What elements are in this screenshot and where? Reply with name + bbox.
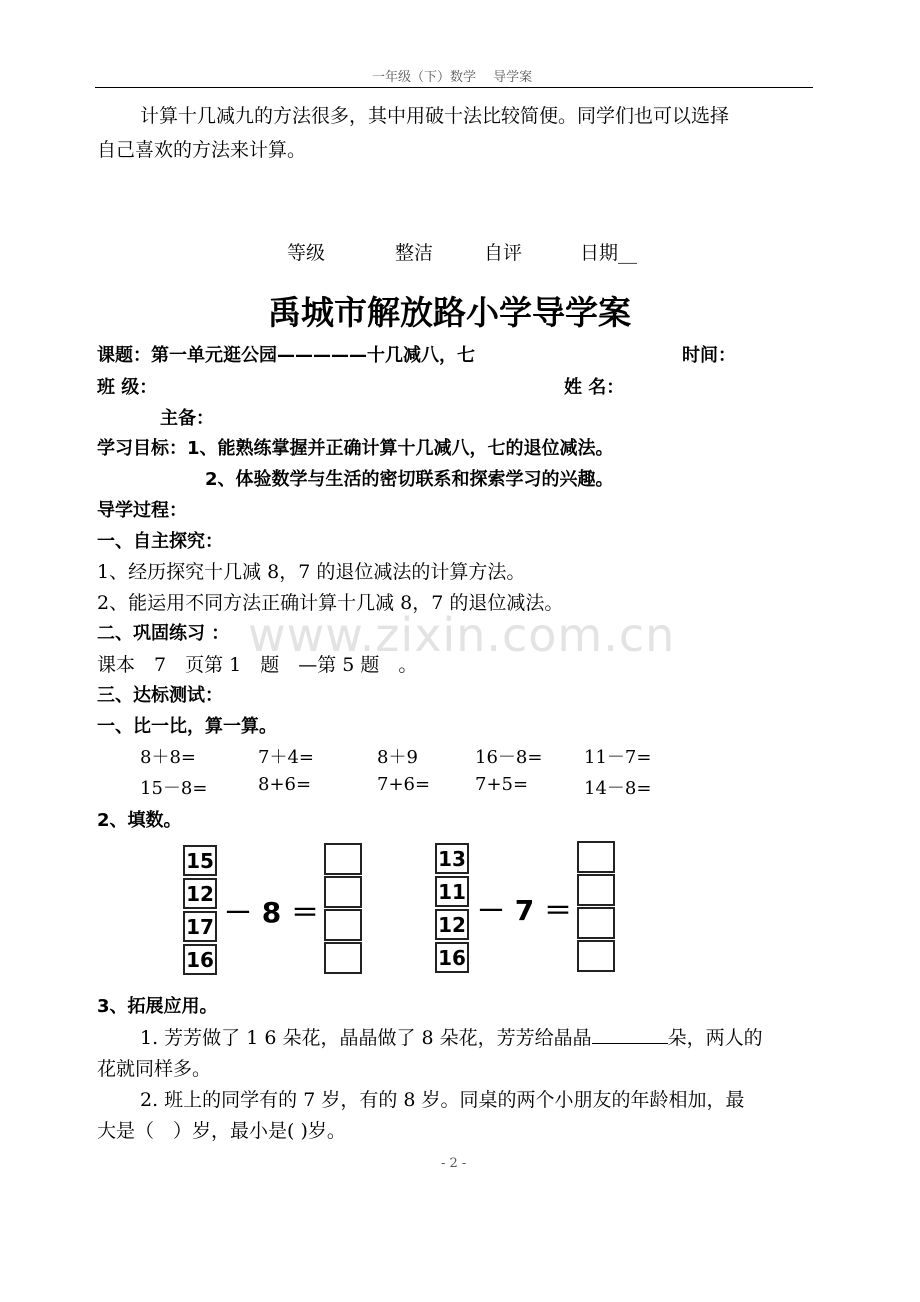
- answer-box[interactable]: [577, 940, 615, 972]
- topic-line: 课题：第一单元逛公园—————十几减八，七: [97, 345, 475, 366]
- exercise: 7＋4=: [258, 747, 314, 768]
- exercise: 8+6=: [258, 774, 312, 795]
- exercise: 14－8=: [584, 778, 652, 799]
- number-box: 12: [183, 878, 217, 909]
- part3-title: 3、拓展应用。: [97, 996, 218, 1017]
- section2-text: 课本 7 页第 1 题 —第 5 题 。: [97, 654, 418, 676]
- grade-neat-label: 整洁: [395, 242, 434, 264]
- question-2: 2. 班上的同学有的 7 岁，有的 8 岁。同桌的两个小朋友的年龄相加，最: [140, 1089, 745, 1111]
- intro-line-2: 自己喜欢的方法来计算。: [97, 139, 307, 161]
- number-box: 16: [435, 942, 469, 973]
- number-box: 11: [435, 876, 469, 907]
- section3-title: 三、达标测试：: [97, 685, 223, 706]
- question-1-text-a: 1. 芳芳做了 1 6 朵花，晶晶做了 8 朵花，芳芳给晶晶: [140, 1027, 592, 1049]
- section2-title: 二、巩固练习 ：: [97, 623, 230, 644]
- exercise: 7+5=: [475, 774, 529, 795]
- question-1-text-b: 朵，两人的: [667, 1027, 763, 1049]
- exercise: 8＋9: [377, 747, 418, 768]
- operator-minus-7: － 7 ＝: [477, 894, 572, 927]
- name-label: 姓 名：: [564, 377, 625, 398]
- goal-1: 学习目标：1、能熟练掌握并正确计算十几减八，七的退位减法。: [97, 438, 614, 459]
- question-2-cont: 大是（ ）岁，最小是( )岁。: [97, 1120, 346, 1142]
- header-divider: [95, 87, 813, 88]
- exercise: 15－8=: [140, 778, 208, 799]
- part2-title: 2、填数。: [97, 810, 182, 831]
- grade-level-label: 等级: [287, 242, 326, 264]
- lead-teacher-label: 主备：: [160, 408, 214, 429]
- page-header: 一年级（下）数学 导学案: [372, 70, 533, 85]
- number-box: 17: [183, 911, 217, 942]
- answer-box[interactable]: [324, 843, 362, 875]
- exercise: 11－7=: [584, 747, 652, 768]
- answer-box[interactable]: [577, 874, 615, 906]
- answer-box[interactable]: [324, 876, 362, 908]
- number-box: 12: [435, 909, 469, 940]
- time-label: 时间：: [682, 345, 736, 366]
- question-1-cont: 花就同样多。: [97, 1058, 212, 1080]
- intro-line-1: 计算十几减九的方法很多，其中用破十法比较简便。同学们也可以选择: [140, 105, 730, 127]
- section1-item-1: 1、经历探究十几减 8，7 的退位减法的计算方法。: [97, 561, 526, 583]
- answer-box[interactable]: [577, 907, 615, 939]
- page-title: 禹城市解放路小学导学案: [268, 293, 631, 332]
- operator-minus-8: － 8 ＝: [224, 896, 319, 929]
- process-title: 导学过程：: [97, 500, 187, 521]
- answer-box[interactable]: [324, 942, 362, 974]
- part1-title: 一、比一比，算一算。: [97, 716, 277, 737]
- question-1: [140, 1023, 763, 1050]
- class-label: 班 级：: [97, 377, 158, 398]
- answer-blank[interactable]: [592, 1027, 668, 1044]
- number-box: 15: [183, 845, 217, 876]
- answer-box[interactable]: [577, 841, 615, 873]
- number-box: 13: [435, 843, 469, 874]
- exercise: 7+6=: [377, 774, 431, 795]
- grade-date-label: 日期__: [580, 242, 638, 264]
- exercise: 8＋8=: [140, 747, 196, 768]
- goal-2: 2、体验数学与生活的密切联系和探索学习的兴趣。: [205, 469, 614, 490]
- exercise: 16－8=: [475, 747, 543, 768]
- answer-box[interactable]: [324, 909, 362, 941]
- watermark: www.zixin.com.cn: [248, 608, 676, 662]
- number-box: 16: [183, 944, 217, 975]
- section1-title: 一、自主探究：: [97, 531, 223, 552]
- section1-item-2: 2、能运用不同方法正确计算十几减 8，7 的退位减法。: [97, 592, 564, 614]
- grade-self-eval-label: 自评: [484, 242, 523, 264]
- page-number: - 2 -: [441, 1156, 467, 1171]
